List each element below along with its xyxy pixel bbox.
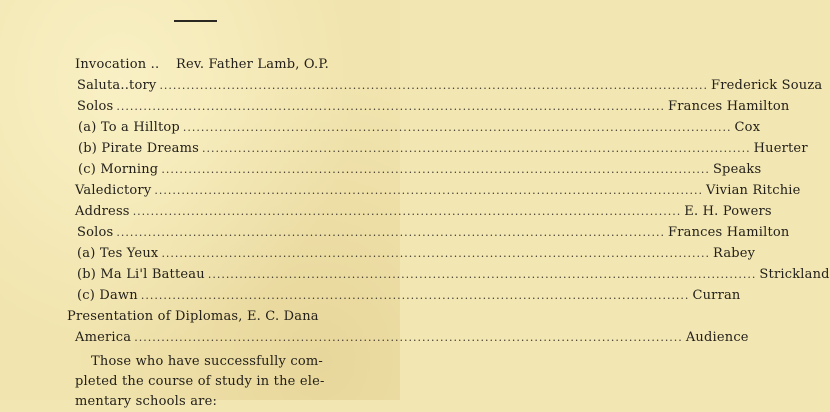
program-item-label: America	[75, 330, 132, 345]
program-line-tes-yeux	[77, 246, 756, 264]
program-item-performer: Frederick Souza	[711, 78, 823, 93]
dot-leader	[202, 142, 751, 155]
dot-leader	[183, 121, 732, 134]
closing-paragraph: Those who have successfully com- pleted the course of study in the ele- mentary schools are:	[75, 354, 325, 409]
program-item-performer: Rev. Father Lamb, O.P.	[175, 57, 329, 72]
program-item-performer: Strickland	[759, 267, 830, 282]
program-line-morning	[78, 162, 762, 180]
program-line-valedictory	[75, 183, 801, 201]
dot-leader	[134, 331, 683, 344]
program-line-hilltop	[78, 120, 761, 138]
program-item-label: Address	[75, 204, 130, 219]
dot-leader	[159, 79, 708, 92]
program-item-label: Invocation ..	[75, 57, 160, 72]
dot-leader	[161, 247, 710, 260]
program-item-label: Presentation of Diplomas, E. C. Dana	[67, 309, 319, 324]
program-line-america	[75, 330, 749, 348]
program-item-performer: Curran	[692, 288, 741, 303]
top-rule	[174, 20, 217, 22]
program-item-performer: Cox	[734, 120, 761, 135]
dot-leader	[133, 205, 682, 218]
program-item-label: Solos	[77, 225, 114, 240]
dot-leader	[116, 226, 665, 239]
program-line-diplomas	[67, 309, 329, 327]
program-item-label: (a) To a Hilltop	[78, 120, 180, 135]
program-item-performer: Huerter	[753, 141, 808, 156]
program-line-batteau	[77, 267, 830, 285]
dot-leader	[161, 163, 710, 176]
program-line-solos-1	[77, 99, 790, 117]
program-item-performer: Speaks	[712, 162, 762, 177]
program-item-performer: Rabey	[713, 246, 756, 261]
program-item-performer: Frances Hamilton	[667, 99, 790, 114]
program-line-solos-2	[77, 225, 790, 243]
program-item-label: (c) Dawn	[77, 288, 138, 303]
program-item-label: (a) Tes Yeux	[77, 246, 159, 261]
program-line-salutatory	[77, 78, 823, 96]
dot-leader	[208, 268, 757, 281]
dot-leader	[116, 100, 665, 113]
program-item-label: Valedictory	[75, 183, 152, 198]
program-item-performer: Vivian Ritchie	[705, 183, 801, 198]
program-item-performer: Frances Hamilton	[667, 225, 790, 240]
program-item-label: Solos	[77, 99, 114, 114]
program-item-label: (b) Pirate Dreams	[78, 141, 199, 156]
dot-leader	[141, 289, 690, 302]
program-line-dawn	[77, 288, 741, 306]
program-item-label: Saluta..tory	[77, 78, 157, 93]
program-item-label: (c) Morning	[78, 162, 159, 177]
program-line-pirate-dreams	[78, 141, 808, 159]
program-item-performer: E. H. Powers	[684, 204, 772, 219]
program-item-label: (b) Ma Li'l Batteau	[77, 267, 205, 282]
program-line-invocation	[75, 57, 329, 75]
dot-leader	[154, 184, 703, 197]
program-line-address	[75, 204, 772, 222]
program-item-performer: Audience	[685, 330, 749, 345]
